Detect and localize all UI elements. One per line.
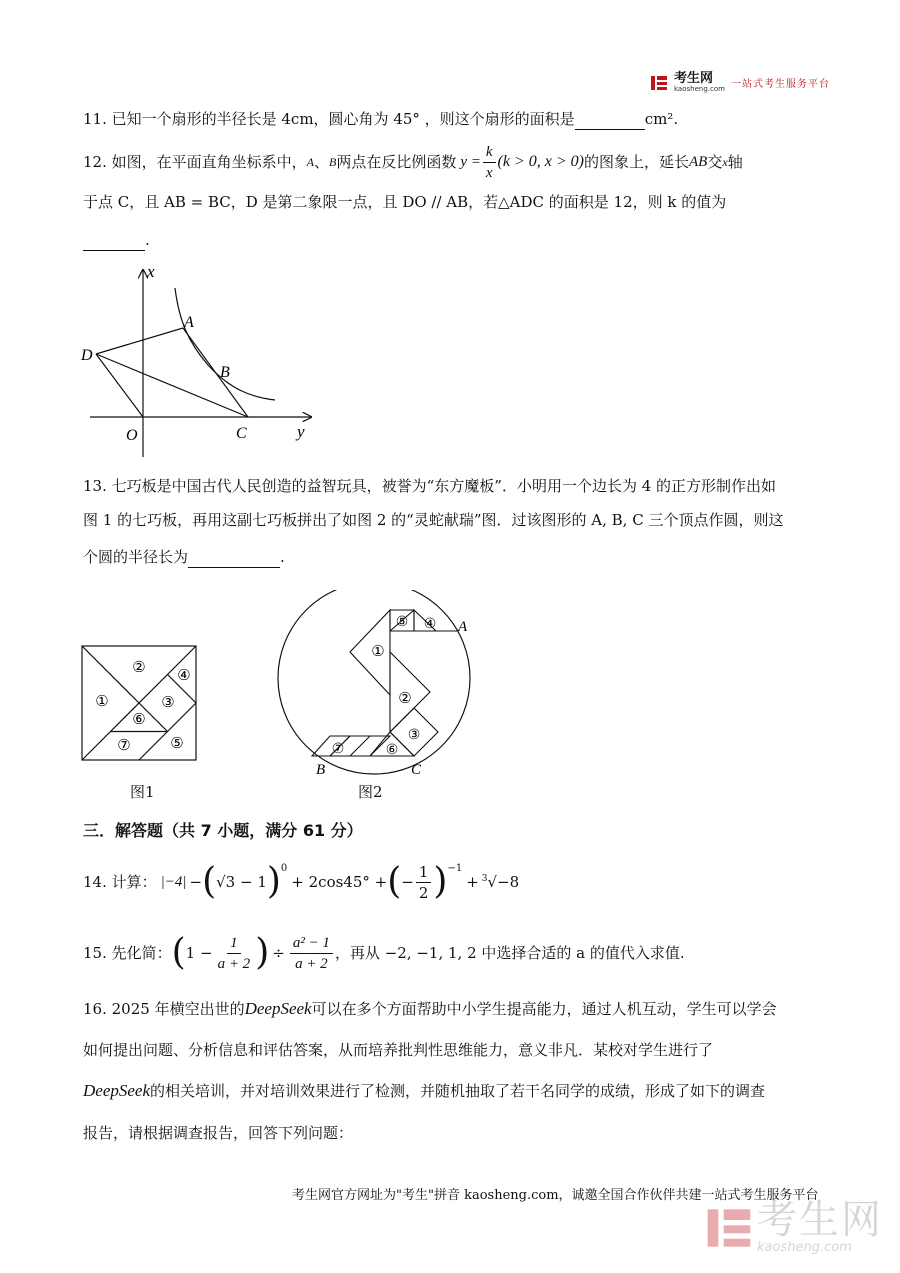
logo-slogan: 一站式考生服务平台 (730, 79, 830, 90)
q14-frac-num: 1 (416, 862, 432, 883)
q15-tail: ，再从 −2, −1, 1, 2 中选择合适的 a 的值代入求值. (334, 944, 685, 962)
q14-frac-den: 2 (418, 883, 429, 902)
snake-point-b: B (316, 762, 326, 778)
q15-label: 15. 先化简： (83, 944, 172, 962)
q14-abs: |−4| (160, 874, 187, 890)
q12-text-c: 的图象上，延长 (584, 153, 690, 171)
q14-minus: − (189, 873, 203, 891)
snake-point-c: C (411, 762, 422, 778)
q12-func-fraction (483, 142, 496, 183)
circumcircle (278, 590, 470, 774)
figure-13-tangram (80, 644, 200, 764)
q12-text-b: 两点在反比例函数 (336, 153, 457, 171)
piece-5-label: ⑤ (170, 736, 184, 752)
header-logo (650, 72, 830, 93)
q12-text-a: 12. 如图，在平面直角坐标系中， (83, 153, 307, 171)
label-y-axis: y (297, 422, 305, 441)
caption-figure-2: 图2 (358, 783, 383, 801)
section-3-title: 三．解答题（共 7 小题，满分 61 分） (83, 821, 363, 840)
q15-fraction-2 (290, 933, 333, 974)
q12-text-e: 轴 (727, 153, 743, 171)
figure-13-snake (272, 590, 477, 780)
question-13-line1: 13. 七巧板是中国古代人民创造的益智玩具，被誉为“东方魔板”．小明用一个边长为 4 的正方形制作出如 (83, 477, 777, 495)
q14-lparen2: ( (387, 861, 402, 902)
piece-2-label: ② (132, 660, 146, 676)
q12-text-d: 交 (707, 153, 723, 171)
q16-deepseek-2: DeepSeek (83, 1081, 151, 1100)
q14-label: 14. 计算： (83, 873, 157, 891)
piece-7-label: ⑦ (117, 738, 131, 754)
q12-point-a: A (306, 155, 314, 169)
q14-exp-neg1: −1 (447, 863, 463, 874)
question-12-line2: 于点 C，且 AB = BC，D 是第二象限一点，且 DO // AB，若△ADC 的面积是 12，则 k 的值为 (83, 193, 727, 211)
q12-x-var: x (722, 155, 728, 169)
logo-text (674, 72, 725, 93)
q15-f2-num: a² − 1 (290, 933, 333, 954)
q11-answer-blank (575, 113, 645, 130)
hyperbola-curve (175, 288, 275, 400)
question-13-line2: 图 1 的七巧板，再用这副七巧板拼出了如图 2 的“灵蛇献瑞”图．过该图形的 A, B, C 三个顶点作圆，则这 (83, 511, 784, 529)
question-16-line3 (83, 1080, 765, 1102)
q12-func-num: k (483, 142, 496, 163)
question-13-line3 (83, 546, 285, 568)
label-o: O (126, 427, 138, 444)
snake-piece-5: ⑤ (395, 615, 409, 630)
piece-4-label: ④ (177, 668, 191, 684)
logo-name: 考生网 (674, 71, 714, 86)
q14-lparen: ( (202, 861, 217, 902)
question-16-line4: 报告，请根据调查报告，回答下列问题： (83, 1124, 354, 1142)
footer-text: 考生网官方网址为"考生"拼音 kaosheng.com，诚邀全国合作伙伴共建一站式考生服务平台 (292, 1188, 819, 1203)
q12-point-b: B (328, 155, 337, 169)
piece-3-label: ③ (161, 695, 175, 711)
watermark-url: kaosheng.com (757, 1240, 852, 1255)
snake-piece-4: ④ (423, 617, 437, 632)
q12-func-y: y = (460, 154, 481, 170)
label-d: D (81, 347, 93, 364)
question-12-line3 (83, 229, 150, 251)
q14-mid: + 2cos45° + (291, 873, 388, 891)
caption-figure-1: 图1 (130, 783, 155, 801)
watermark-name: 考生网 (757, 1197, 883, 1243)
q12-sep: 、 (313, 153, 329, 171)
watermark-logo-icon (705, 1204, 753, 1252)
q16-text-b: 可以在多个方面帮助中小学生提高能力，通过人机互动，学生可以学会 (311, 1000, 777, 1018)
snake-piece-6: ⑥ (385, 743, 399, 758)
q14-fraction (416, 862, 432, 903)
q13-text: 个圆的半径长为 (83, 548, 189, 566)
q11-unit: cm². (644, 110, 679, 128)
q12-func-den: x (485, 164, 493, 181)
q15-f2-den: a + 2 (295, 955, 328, 972)
label-x-axis: x (147, 262, 155, 281)
q14-exp0: 0 (280, 863, 288, 874)
label-c: C (236, 425, 247, 442)
snake-piece-7: ⑦ (331, 742, 345, 757)
question-12-line1 (83, 142, 743, 182)
watermark-text (757, 1197, 883, 1255)
label-b: B (220, 364, 230, 381)
question-14 (83, 852, 519, 912)
q14-rparen: ) (266, 861, 281, 902)
snake-point-a: A (458, 619, 468, 635)
piece-6-label: ⑥ (132, 712, 146, 728)
q12-func-cond: (k > 0, x > 0) (497, 153, 584, 170)
figure-12-graph (78, 262, 323, 467)
label-a: A (184, 314, 194, 331)
piece-1-label: ① (95, 694, 109, 710)
q16-text-a: 16. 2025 年横空出世的 (83, 1000, 245, 1018)
q13-answer-blank (188, 551, 280, 568)
q14-cbrt-index: 3 (481, 874, 488, 884)
q15-rparen: ) (255, 932, 270, 973)
q14-cbrt-body: √−8 (487, 873, 520, 891)
q14-rparen2: ) (433, 861, 448, 902)
snake-piece-3: ③ (407, 728, 421, 743)
q14-plus: + (466, 873, 479, 891)
question-16-line1 (83, 998, 777, 1020)
q13-end: . (280, 548, 285, 566)
q12-answer-blank (83, 234, 145, 251)
question-11 (83, 108, 678, 130)
q15-f1-den: a + 2 (217, 955, 251, 972)
watermark (705, 1197, 883, 1255)
q15-fraction-1 (215, 933, 254, 974)
question-15 (83, 925, 685, 981)
snake-piece-2: ② (398, 691, 412, 707)
q16-deepseek: DeepSeek (244, 999, 312, 1018)
q12-ab: AB (689, 154, 708, 170)
q14-frac-neg: − (401, 873, 414, 891)
q15-lparen: ( (171, 932, 186, 973)
q16-text-c: 的相关培训，并对培训效果进行了检测，并随机抽取了若干名同学的成绩，形成了如下的调查 (150, 1082, 766, 1100)
q12-end: . (145, 231, 150, 249)
q15-div: ÷ (272, 944, 285, 962)
snake-piece-1: ① (371, 644, 385, 660)
logo-mark-icon (650, 74, 668, 92)
segment-da (96, 328, 183, 354)
q15-f1-num: 1 (227, 933, 241, 954)
q11-text: 11. 已知一个扇形的半径长是 4cm，圆心角为 45° ，则这个扇形的面积是 (83, 110, 575, 128)
q14-paren-inner: √3 − 1 (216, 873, 267, 891)
logo-url: kaosheng.com (674, 85, 725, 93)
q15-one-minus: 1 − (185, 944, 213, 962)
question-16-line2: 如何提出问题、分析信息和评估答案，从而培养批判性思维能力，意义非凡．某校对学生进行了 (83, 1041, 714, 1059)
